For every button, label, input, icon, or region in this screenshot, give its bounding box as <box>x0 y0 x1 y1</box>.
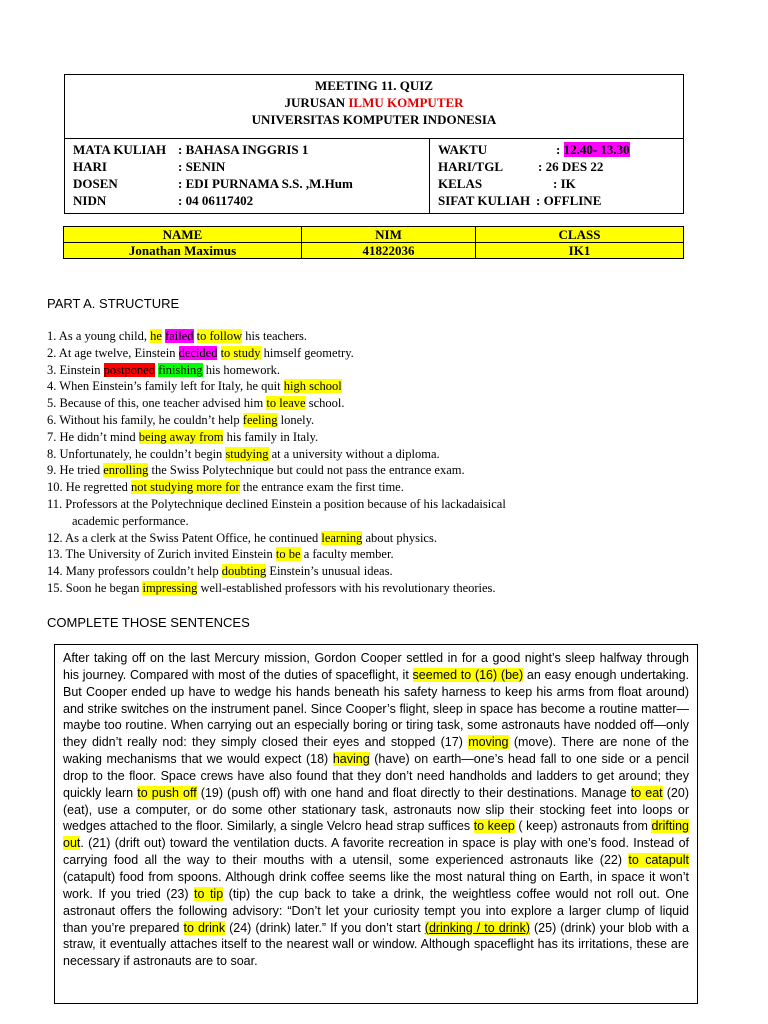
highlighted-answer: to follow <box>196 329 243 343</box>
structure-item <box>47 429 747 446</box>
text-segment: (19) (push off) with one hand and float directly to their destinations. Manage <box>196 785 631 800</box>
name-header: NAME <box>64 227 302 243</box>
university-name: UNIVERSITAS KOMPUTER INDONESIA <box>251 112 497 127</box>
time-row: WAKTU : 12.40- 13.30 <box>438 142 630 157</box>
text-segment: his homework. <box>202 362 280 377</box>
department-name: ILMU KOMPUTER <box>348 95 464 110</box>
highlighted-answer: to eat <box>630 785 663 800</box>
text-segment: ( keep) astronauts from <box>514 819 652 834</box>
highlighted-answer: having <box>332 752 370 767</box>
structure-item <box>47 513 747 530</box>
structure-item <box>47 563 747 580</box>
student-class: IK1 <box>476 243 684 259</box>
student-table-row <box>64 243 684 259</box>
department-line: JURUSAN ILMU KOMPUTER <box>284 95 464 110</box>
structure-list <box>47 328 747 597</box>
text-segment: the Swiss Polytechnique but could not pass the entrance exam. <box>148 463 465 478</box>
nidn-row: NIDN : 04 06117402 <box>73 193 254 208</box>
text-segment: 2. At age twelve, Einstein <box>47 345 179 360</box>
highlighted-answer: enrolling <box>103 463 149 478</box>
highlighted-answer: to leave <box>266 396 306 411</box>
text-segment: 15. Soon he began <box>47 580 143 595</box>
text-segment: Einstein’s unusual ideas. <box>266 564 393 579</box>
text-segment: a faculty member. <box>300 547 394 562</box>
course-row: MATA KULIAH : BAHASA INGGRIS 1 <box>73 142 309 157</box>
passage-box <box>54 644 698 1004</box>
text-segment: 10. He regretted <box>47 480 131 495</box>
highlighted-answer: moving <box>468 735 509 750</box>
part-a-title: PART A. STRUCTURE <box>47 296 180 311</box>
highlighted-answer: he <box>150 329 162 343</box>
text-segment: at a university without a diploma. <box>268 446 440 461</box>
text-segment: the entrance exam the first time. <box>239 480 404 495</box>
text-segment: himself geometry. <box>260 345 354 360</box>
highlighted-answer: high school <box>283 379 342 394</box>
text-segment: (tip) the cup back to take a drink, the weightless coffee would not roll out. One astronaut offers the following advisory: “Don’t let your curiosity tempt you into explore a larger clump of liquid than you’re prepared <box>63 886 690 935</box>
text-segment: school. <box>305 396 345 411</box>
text-segment: 13. The University of Zurich invited Einstein <box>47 547 276 562</box>
quiz-title-block <box>65 75 683 139</box>
highlighted-answer: seemed to (16) (be) <box>412 667 524 682</box>
text-segment: (catapult) food from spoons. Although drink coffee seems like the most natural thing on Earth, in space it won’t work. If you tried (23) <box>63 869 689 901</box>
structure-item <box>47 362 747 379</box>
text-segment: (20) (eat), use a computer, or do some other stationary task, astronauts now slip their stocking feet into loops or wedges attached to the floor. Similarly, a single Velcro head strap suffices <box>63 785 689 834</box>
structure-item <box>47 479 747 496</box>
structure-item <box>47 462 747 479</box>
text-segment: 8. Unfortunately, he couldn’t begin <box>47 446 226 461</box>
highlighted-answer: being away from <box>138 429 224 444</box>
day-row: HARI : SENIN <box>73 159 226 174</box>
text-segment: 4. When Einstein’s family left for Italy, he quit <box>47 379 284 394</box>
text-segment: 14. Many professors couldn’t help <box>47 564 222 579</box>
course-info <box>65 139 430 213</box>
text-segment: academic performance. <box>47 513 189 528</box>
highlighted-answer: postponed <box>103 362 155 377</box>
nim-header: NIM <box>302 227 476 243</box>
text-segment: an easy enough undertaking. But Cooper ended up have to wedge his hands beneath his safety harness to keep his arms from float around) and strike switches on the instrument panel. Since Cooper’s flight, sleep in space has become a routine matter—maybe too routine. When carrying out an especially boring or tiring task, some astronauts have nodded off—only they didn’t really nod: they simply closed their eyes and stopped (17) <box>63 667 689 750</box>
highlighted-answer: to drink <box>183 920 226 935</box>
text-segment: 5. Because of this, one teacher advised him <box>47 396 267 411</box>
text-segment: (25) (drink) your blob with a straw, it eventually attaches itself to the nearest wall or window. Although spaceflight has its irritations, these are necessary if astronauts are to soar. <box>63 920 689 969</box>
text-segment: 9. He tried <box>47 463 104 478</box>
meeting-title: MEETING 11. QUIZ <box>314 78 434 93</box>
highlighted-answer: drifting out <box>63 819 689 851</box>
highlighted-answer: not studying more for <box>131 480 240 495</box>
date-row: HARI/TGL : 26 DES 22 <box>438 159 604 174</box>
text-segment: After taking off on the last Mercury mission, Gordon Cooper settled in for a good night’s sleep halfway through his journey. Compared with most of the duties of spaceflight, it <box>63 651 689 682</box>
structure-item <box>47 496 747 513</box>
structure-item <box>47 530 747 547</box>
highlighted-answer: doubting <box>221 564 267 579</box>
mode-row: SIFAT KULIAH : OFFLINE <box>438 193 602 208</box>
structure-item <box>47 412 747 429</box>
highlighted-answer: to keep <box>473 819 515 834</box>
highlighted-answer: impressing <box>142 580 198 595</box>
highlighted-answer: decided <box>178 345 218 360</box>
highlighted-answer: to tip <box>194 886 224 901</box>
highlighted-answer: to catapult <box>628 853 689 868</box>
student-nim: 41822036 <box>302 243 476 259</box>
passage-text <box>63 650 689 970</box>
schedule-info <box>430 139 683 213</box>
structure-item <box>47 328 747 345</box>
highlighted-answer: studying <box>225 446 269 461</box>
text-segment: 7. He didn’t mind <box>47 429 139 444</box>
text-segment: 1. As a young child, <box>47 329 151 343</box>
class-header: CLASS <box>476 227 684 243</box>
structure-item <box>47 395 747 412</box>
text-segment: his family in Italy. <box>223 429 319 444</box>
student-name: Jonathan Maximus <box>64 243 302 259</box>
text-segment: 11. Professors at the Polytechnique declined Einstein a position because of his lackadaisical <box>47 496 506 511</box>
text-segment: (move). There are none of the waking mechanisms that we would expect (18) <box>63 735 689 767</box>
text-segment: (24) (drink) later.” If you don’t start <box>225 920 425 935</box>
class-row: KELAS : IK <box>438 176 576 191</box>
structure-item <box>47 345 747 362</box>
text-segment: 6. Without his family, he couldn’t help <box>47 412 243 427</box>
student-table <box>63 226 684 259</box>
structure-item <box>47 580 747 597</box>
highlighted-answer: failed <box>165 329 194 343</box>
highlighted-answer: (drinking / to drink) <box>424 920 530 935</box>
structure-item <box>47 546 747 563</box>
text-segment: lonely. <box>277 412 315 427</box>
text-segment: . (21) (drift out) toward the ventilation ducts. A favorite recreation in space is play with one’s food. Instead of carrying food all the way to their mouths with a utensil, some experienced astronauts like (22) <box>63 836 689 868</box>
lecturer-row: DOSEN : EDI PURNAMA S.S. ,M.Hum <box>73 176 353 191</box>
highlighted-answer: finishing <box>158 362 203 377</box>
highlighted-answer: to study <box>220 345 261 360</box>
highlighted-answer: to be <box>275 547 301 562</box>
text-segment: his teachers. <box>242 329 308 343</box>
highlighted-answer: learning <box>321 530 363 545</box>
text-segment: well-established professors with his revolutionary theories. <box>197 580 496 595</box>
structure-item <box>47 446 747 463</box>
highlighted-answer: feeling <box>242 412 278 427</box>
quiz-header-table <box>64 74 684 214</box>
text-segment: 3. Einstein <box>47 362 104 377</box>
structure-item <box>47 378 747 395</box>
highlighted-answer: to push off <box>137 785 197 800</box>
student-table-header <box>64 227 684 243</box>
text-segment: 12. As a clerk at the Swiss Patent Office, he continued <box>47 530 322 545</box>
text-segment: about physics. <box>362 530 437 545</box>
complete-title: COMPLETE THOSE SENTENCES <box>47 615 250 630</box>
text-segment: (have) on earth—one’s head fall to one side or a pencil drop to the floor. Space crews have also found that they don’t need handholds and ladders to get around; they quickly learn <box>63 752 689 800</box>
